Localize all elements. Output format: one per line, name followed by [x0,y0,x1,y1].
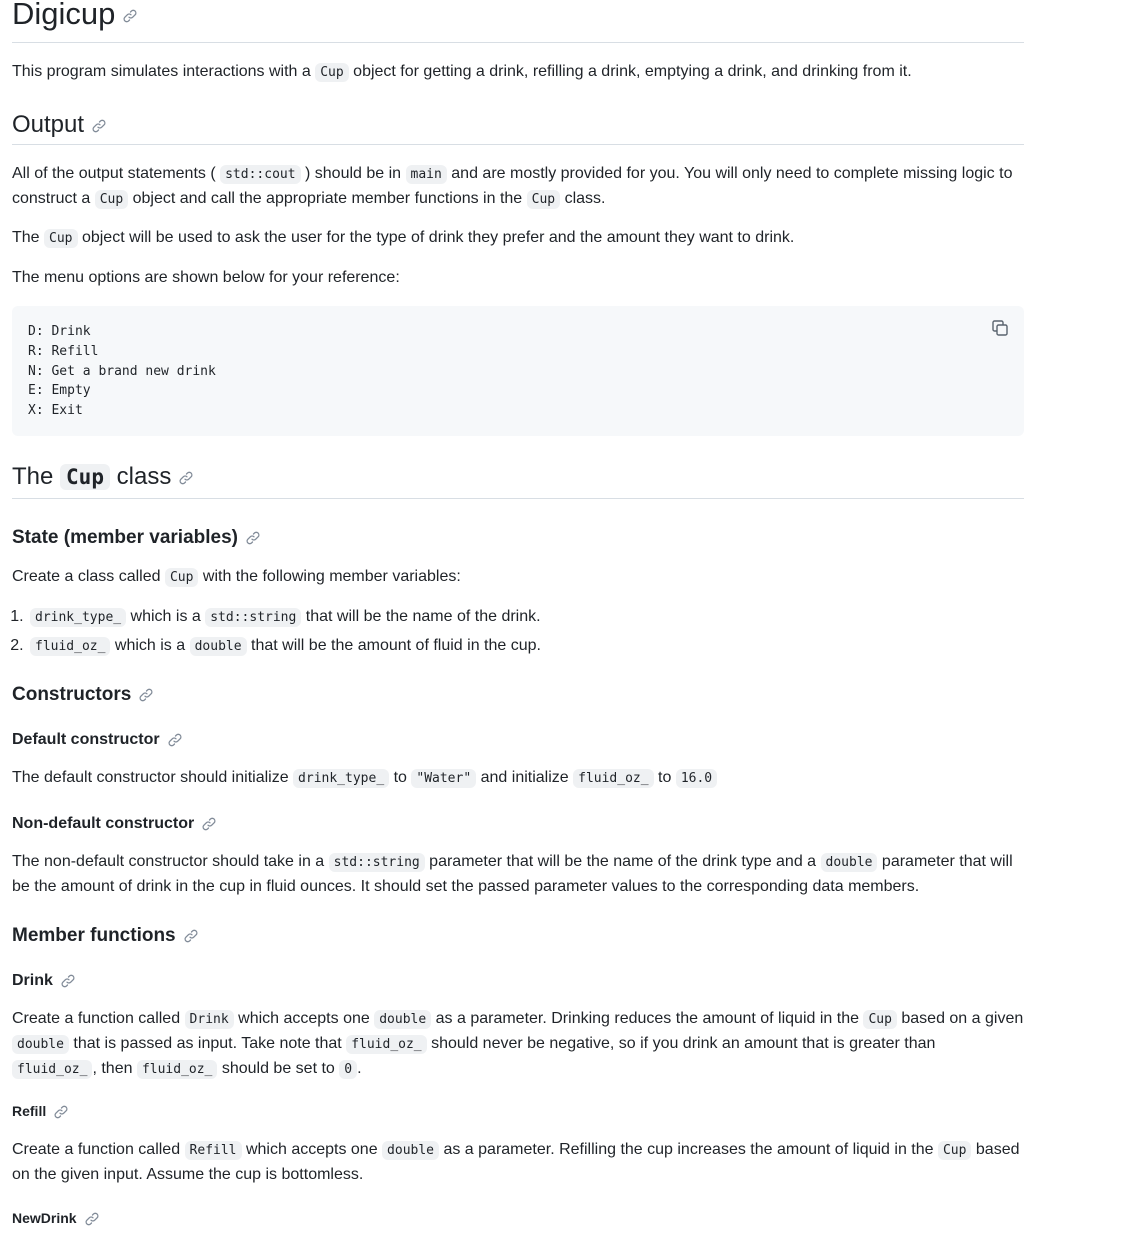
anchor-link-icon[interactable] [201,816,217,832]
menu-code-block [12,306,1024,436]
copy-icon[interactable] [990,318,1010,338]
refill-heading: Refill [12,1101,69,1121]
new-drink-heading: NewDrink [12,1208,100,1228]
default-constructor-heading: Default constructor [12,729,183,751]
heading-divider [12,144,1024,145]
non-default-constructor-heading: Non-default constructor [12,813,217,835]
anchor-link-icon[interactable] [178,470,194,486]
anchor-link-icon[interactable] [167,732,183,748]
non-default-constructor-paragraph: The non-default constructor should take in a std::string parameter that will be the name of the drink type and a double parameter that will be the amount of drink in the cup in fluid ounces. It should set the passed parameter values to the corresponding data members. [12,853,1013,895]
state-paragraph: Create a class called Cup with the following member variables: [12,568,461,585]
constructors-heading: Constructors [12,682,154,708]
cup-class-heading: The Cup class [12,462,194,492]
page-title-text: Digicup [12,0,116,31]
state-heading: State (member variables) [12,525,261,551]
intro-paragraph: This program simulates interactions with a Cup object for getting a drink, refilling a drink, emptying a drink, and drinking from it. [12,63,912,80]
page-title [12,0,138,30]
anchor-link-icon[interactable] [183,928,199,944]
anchor-link-icon[interactable] [84,1211,100,1227]
list-item: 1. drink_type_ which is a std::string that will be the name of the drink. [28,603,1018,632]
default-constructor-paragraph: The default constructor should initialize drink_type_ to "Water" and initialize fluid_oz_ to 16.0 [12,766,717,791]
member-functions-heading: Member functions [12,923,199,949]
list-item: 2. fluid_oz_ which is a double that will be the amount of fluid in the cup. [28,632,1018,661]
output-paragraph-1: All of the output statements ( std::cout ) should be in main and are mostly provided for you. You will only need to complete missing logic to construct a Cup object and call the appropriate member functions in the Cup class. [12,165,1013,207]
anchor-link-icon[interactable] [245,530,261,546]
output-paragraph-2: The Cup object will be used to ask the user for the type of drink they prefer and the amount they want to drink. [12,229,795,246]
output-heading: Output [12,110,107,140]
anchor-link-icon[interactable] [53,1104,69,1120]
anchor-link-icon[interactable] [60,973,76,989]
anchor-link-icon[interactable] [122,8,138,24]
member-variables-list [12,603,1018,661]
refill-paragraph: Create a function called Refill which accepts one double as a parameter. Refilling the cup increases the amount of liquid in the Cup based on the given input. Assume the cup is bottomless. [12,1141,1020,1183]
anchor-link-icon[interactable] [138,687,154,703]
heading-divider [12,498,1024,499]
anchor-link-icon[interactable] [91,118,107,134]
drink-heading: Drink [12,970,76,992]
drink-paragraph: Create a function called Drink which accepts one double as a parameter. Drinking reduces the amount of liquid in the Cup based on a given double that is passed as input. Take note that fluid_oz_ should never be negative, so if you drink an amount that is greater than fluid_oz_ , then fluid_oz_ should be set to 0 . [12,1010,1024,1077]
heading-divider [12,42,1024,43]
output-paragraph-3: The menu options are shown below for your reference: [12,269,400,286]
menu-code-text: D: Drink R: Refill N: Get a brand new drink E: Empty X: Exit [28,324,216,419]
